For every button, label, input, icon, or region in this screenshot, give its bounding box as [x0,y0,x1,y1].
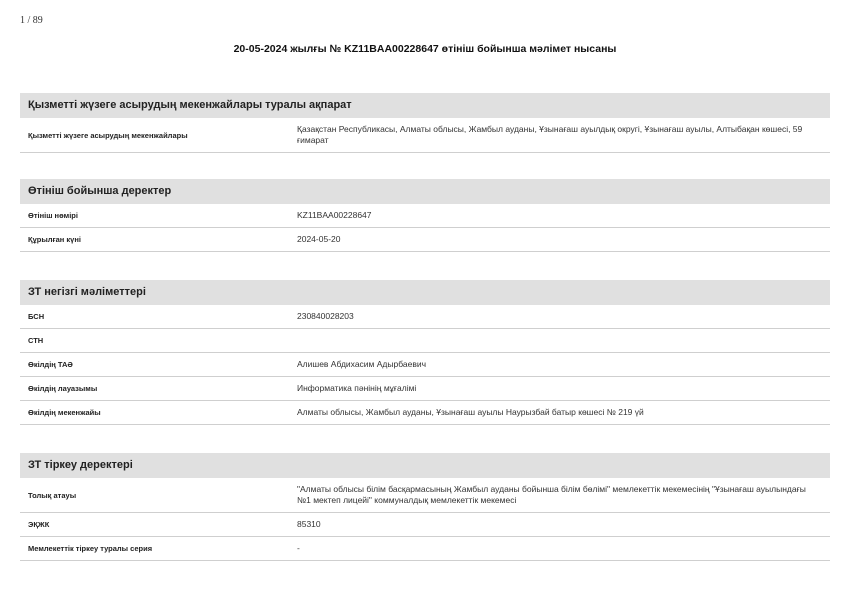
row-value: "Алматы облысы білім басқармасының Жамбыл ауданы бойынша білім бөлімі" мемлекеттік мекемесінің "Ұзынағаш ауылындағы №1 мектеп лицейі" коммуналдық мемлекеттік мекемесі [297,484,806,505]
row-key: БСН [28,312,45,321]
section-heading: Қызметті жүзеге асырудың мекенжайлары туралы ақпарат [20,93,830,118]
row-key: ЭҚЖК [28,520,50,529]
section-service-addresses [20,93,830,153]
row-key: Мемлекеттік тіркеу туралы серия [28,544,153,553]
table-row [20,478,830,513]
table-row [20,204,830,228]
table-row [20,329,830,353]
row-value: Информатика пәнінің мұғалімі [297,383,417,393]
table-row [20,537,830,561]
table-row [20,353,830,377]
section-heading: Өтініш бойынша деректер [20,179,830,204]
row-key: Құрылған күні [28,235,81,244]
row-value: KZ11BAA00228647 [297,210,372,220]
row-value: 230840028203 [297,311,354,321]
section-entity-registration-data [20,453,830,561]
row-value: 85310 [297,519,321,529]
row-value: - [297,543,300,553]
row-value: Алматы облысы, Жамбыл ауданы, Ұзынағаш ауылы Наурызбай батыр көшесі № 219 үй [297,407,644,417]
row-value: 2024-05-20 [297,234,341,244]
row-value: Алишев Абдихасим Адырбаевич [297,359,427,369]
row-key: Өтініш нөмірі [28,211,78,220]
table-row [20,228,830,252]
page-number: 1 / 89 [20,15,43,26]
document-title: 20-05-2024 жылғы № KZ11BAA00228647 өтініш бойынша мәлімет нысаны [233,43,617,55]
row-value: Қазақстан Республикасы, Алматы облысы, Жамбыл ауданы, Ұзынағаш ауылдық округі, Ұзынағаш ауылы, Алтыбақан көшесі, 59 ғимарат [297,124,803,145]
row-key: Қызметті жүзеге асырудың мекенжайлары [28,130,188,140]
row-value [297,337,830,345]
section-heading: ЗТ тіркеу деректері [20,453,830,478]
table-row [20,377,830,401]
table-row [20,401,830,425]
row-key: Өкілдің ТАӘ [28,360,73,369]
table-row [20,305,830,329]
section-entity-main-info [20,280,830,425]
row-key: СТН [28,336,44,345]
table-row [20,118,830,153]
section-application-data [20,179,830,252]
section-heading: ЗТ негізгі мәліметтері [20,280,830,305]
table-row [20,513,830,537]
row-key: Өкілдің лауазымы [28,384,98,393]
row-key: Толық атауы [28,490,77,500]
row-key: Өкілдің мекенжайы [28,408,101,417]
